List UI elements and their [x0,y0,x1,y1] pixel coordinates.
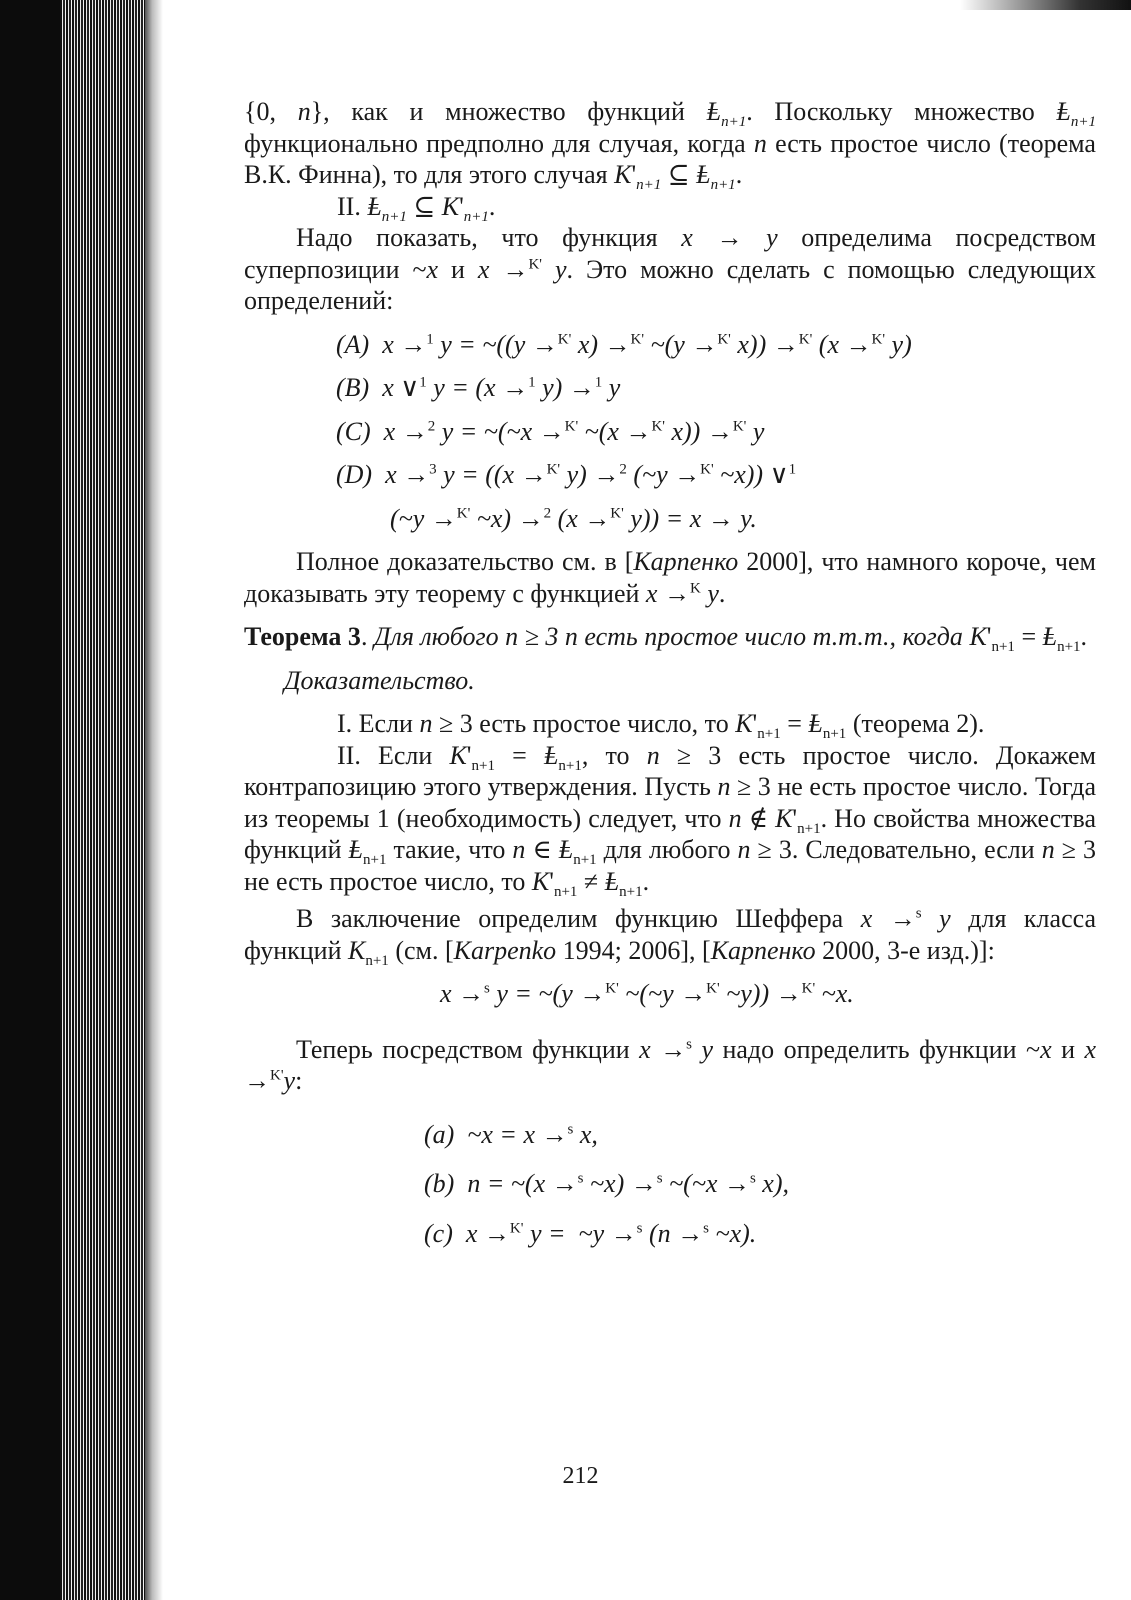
formula-c-lower: (c) x →$^{K'}$ y = ~y →$^s$ (n →$^s$ ~x). [424,1218,757,1248]
scan-smudge [960,0,1131,10]
proof-heading: Доказательство. [284,665,475,695]
paragraph-3: Полное доказательство см. в [Карпенко 2000], что намного короче, чем доказывать эту теорему с функцией x →$^K$ y. [244,547,1096,608]
formula-a-lower: (a) ~x = x →$^s$ x, [424,1119,598,1149]
page-body [244,96,1096,1249]
book-spine-dark [0,0,60,1600]
page-gutter [145,0,163,1600]
formula-sheffer: x →$^s$ y = ~(y →$^{K'}$ ~(~y →$^{K'}$ ~y)) →$^{K'}$ ~x. [440,979,854,1008]
page-number: 212 [562,1463,599,1489]
formula-a-upper: (A) x →$^1$ y = ~((y →$^{K'}$ x) →$^{K'}$ ~(y →$^{K'}$ x)) →$^{K'}$ (x →$^{K'}$ y) [336,329,912,359]
paragraph-1: {0, n}, как и множество функций Ⱡ$_{n+1}$. Поскольку множество Ⱡ$_{n+1}$ функционально предполно для случая, когда n есть простое число (теорема В.К. Финна), то для этого случая $K'_{n+1}$ ⊆ Ⱡ$_{n+1}$. [244,97,1097,194]
formula-d-line1: (D) x →$^3$ y = ((x →$^{K'}$ y) →$^2$ (~y →$^{K'}$ ~x)) ∨$^1$ [336,460,797,489]
proof-step-2: II. Если $K'_{n+1}$ = Ⱡ$_{n+1}$, то n ≥ 3 есть простое число. Докажем контрапозицию этого утверждения. Пусть n ≥ 3 не есть простое число. Тогда из теоремы 1 (необходимость) следует, что n ∉ $K'_{n+1}$. Но свойства множества функций Ⱡ$_{n+1}$ такие, что n ∈ Ⱡ$_{n+1}$ для любого n ≥ 3. Следовательно, если n ≥ 3 не есть простое число, то $K'_{n+1}$ ≠ Ⱡ$_{n+1}$. [244,740,1097,900]
formula-b-lower: (b) n = ~(x →$^s$ ~x) →$^s$ ~(~x →$^s$ x), [424,1169,789,1198]
formula-b-upper: (B) x ∨$^1$ y = (x →$^1$ y) →$^1$ y [336,373,621,402]
theorem-3: Теорема 3. Для любого n ≥ 3 n есть простое число т.т.т., когда $K'_{n+1}$ = Ⱡ$_{n+1}$. [244,622,1088,656]
formula-c-upper: (C) x →$^2$ y = ~(~x →$^{K'}$ ~(x →$^{K'}$ x)) →$^{K'}$ y [336,416,765,446]
formula-d-line2: (~y →$^{K'}$ ~x) →$^2$ (x →$^{K'}$ y)) = x → y. [390,503,757,533]
proof-step-1: I. Если n ≥ 3 есть простое число, то $K'_{n+1}$ = Ⱡ$_{n+1}$ (теорема 2). [337,709,985,743]
paragraph-4: В заключение определим функцию Шеффера x →$^s$ y для класса функций $K_{n+1}$ (см. [Karpenko 1994; 2006], [Карпенко 2000, 3-е изд.)]: [244,904,1097,969]
paragraph-2: Надо показать, что функция x → y определима посредством суперпозиции ~x и x →$^{K'}$ y. Это можно сделать с помощью следующих определений: [244,223,1097,315]
paragraph-5: Теперь посредством функции x →$^s$ y надо определить функции ~x и x →$^{K'}$y: [244,1034,1096,1095]
item-ii: II. Ⱡ$_{n+1}$ ⊆ $K'_{n+1}$. [337,191,496,225]
